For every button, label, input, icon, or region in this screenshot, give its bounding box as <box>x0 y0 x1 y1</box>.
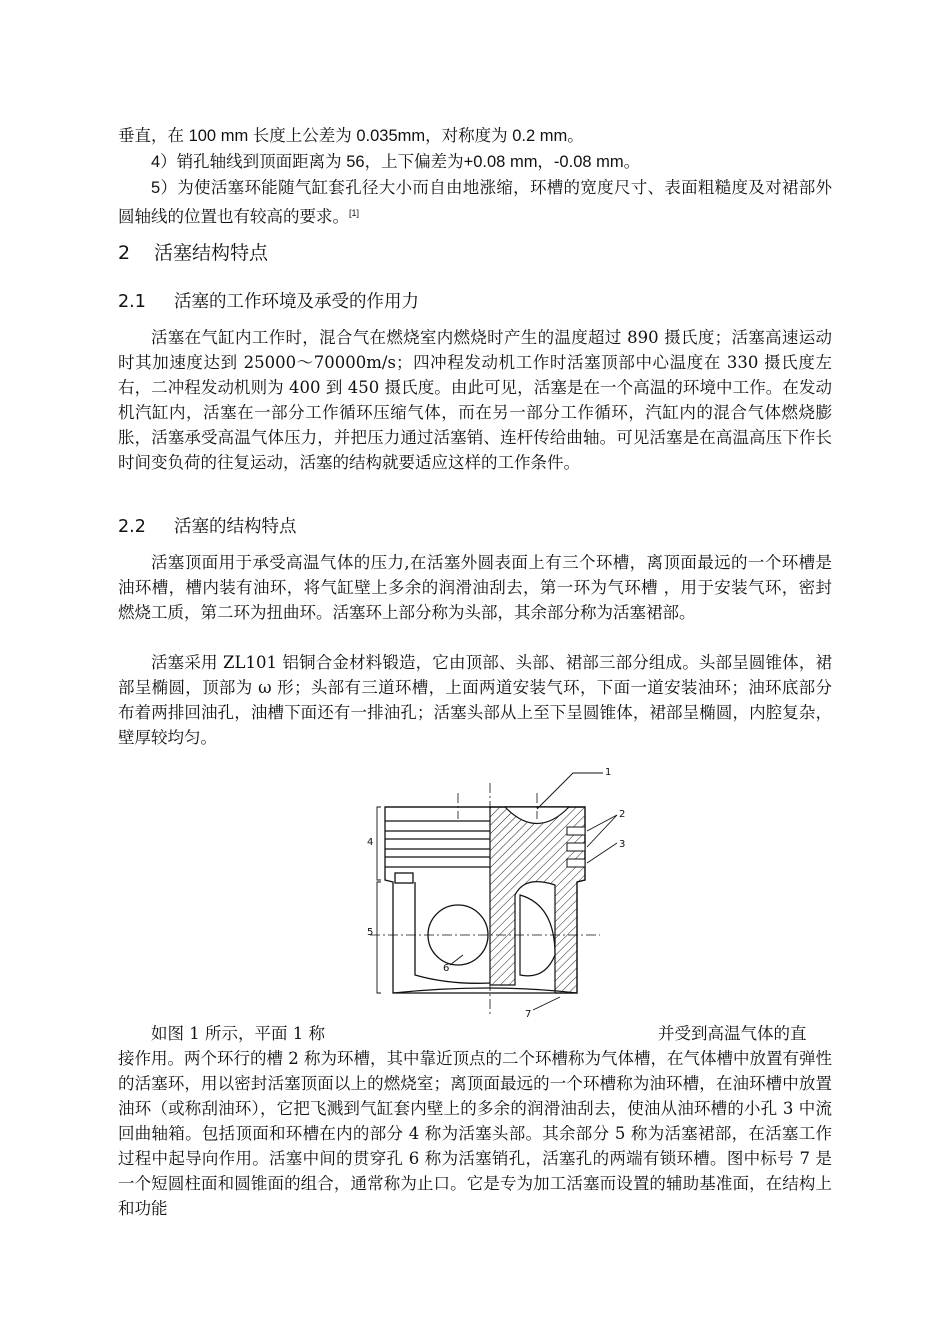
section-2-2-title: 活塞的结构特点 <box>174 517 297 537</box>
figure-caption-left: 如图 1 所示，平面 1 称 <box>151 1024 325 1043</box>
paragraph-ring-groove <box>118 176 832 230</box>
section-2-1-body: 活塞在气缸内工作时，混合气在燃烧室内燃烧时产生的温度超过 890 摄氏度；活塞高速运动时其加速度达到 25000～70000m/s；四冲程发动机工作时活塞顶部中心温度在 330 摄氏度左右，二冲程发动机则为 400 到 450 摄氏度。由此可见，活塞是在一个高温的环境中工作。在发动机汽缸内，活塞在一部分工作循环压缩气体，而在另一部分工作循环，汽缸内的混合气体燃烧膨胀，活塞承受高温气体压力，并把压力通过活塞销、连杆传给曲轴。可见活塞是在高温高压下作长时间变负荷的往复运动，活塞的结构就要适应这样的工作条件。 <box>118 328 832 472</box>
section-2-1-number: 2.1 <box>118 292 146 312</box>
section-2-2-body-1: 活塞顶面用于承受高温气体的压力,在活塞外圆表面上有三个环槽，离顶面最远的一个环槽是油环槽，槽内装有油环，将气缸壁上多余的润滑油刮去，第一环为气环槽 ，用于安装气环，密封燃烧工质，第二环为扭曲环。活塞环上部分称为头部，其余部分称为活塞裙部。 <box>118 553 832 622</box>
figure-description-body: 接作用。两个环行的槽 2 称为环槽，其中靠近顶点的二个环槽称为气体槽，在气体槽中放置有弹性的活塞环，用以密封活塞顶面以上的燃烧室；离顶面最远的一个环槽称为油环槽，在油环槽中放置油环（或称刮油环），它把飞溅到气缸套内壁上的多余的润滑油刮去，使油从油环槽的小孔 3 中流回曲轴箱。包括顶面和环槽在内的部分 4 称为活塞头部。其余部分 5 称为活塞裙部，在活塞工作过程中起导向作用。活塞中间的贯穿孔 6 称为活塞销孔，活塞孔的两端有锁环槽。图中标号 7 是一个短圆柱面和圆锥面的组合，通常称为止口。它是专为加工活塞而设置的辅助基准面，在结构上和功能 <box>118 1049 832 1218</box>
section-2-2-number: 2.2 <box>118 517 146 537</box>
paragraph-ring-groove-text: 5）为使活塞环能随气缸套孔径大小而自由地涨缩，环槽的宽度尺寸、表面粗糙度及对裙部外圆轴线的位置也有较高的要求。 <box>118 179 832 226</box>
figure-label-3: 3 <box>619 839 626 850</box>
figure-label-4: 4 <box>367 837 374 848</box>
piston-cross-section-figure <box>355 765 655 1025</box>
section-2-2-body-2: 活塞采用 ZL101 铝铜合金材料锻造，它由顶部、头部、裙部三部分组成。头部呈圆锥体，裙部呈椭圆，顶部为 ω 形；头部有三道环槽，上面两道安装气环，下面一道安装油环；油环底部分布着两排回油孔，油槽下面还有一排油孔；活塞头部从上至下呈圆锥体，裙部呈椭圆，内腔复杂，壁厚较均匀。 <box>118 653 832 747</box>
figure-label-7: 7 <box>525 1009 532 1020</box>
section-2-title: 活塞结构特点 <box>154 242 269 264</box>
section-2-1-heading <box>118 288 419 313</box>
paragraph-tolerance: 垂直，在 100 mm 长度上公差为 0.035mm，对称度为 0.2 mm。 <box>118 127 584 145</box>
figure-label-1: 1 <box>605 767 612 778</box>
figure-caption-right: 并受到高温气体的直 <box>658 1024 807 1043</box>
figure-label-6: 6 <box>443 963 450 974</box>
section-2-number: 2 <box>118 242 131 264</box>
figure-label-2: 2 <box>619 809 626 820</box>
section-2-2-heading <box>118 513 297 538</box>
section-2-heading <box>118 238 268 265</box>
paragraph-pin-hole: 4）销孔轴线到顶面距离为 56，上下偏差为+0.08 mm，-0.08 mm。 <box>151 153 641 171</box>
figure-label-5: 5 <box>367 927 374 938</box>
section-2-1-title: 活塞的工作环境及承受的作用力 <box>174 292 419 312</box>
citation-ref: [1] <box>349 208 360 218</box>
